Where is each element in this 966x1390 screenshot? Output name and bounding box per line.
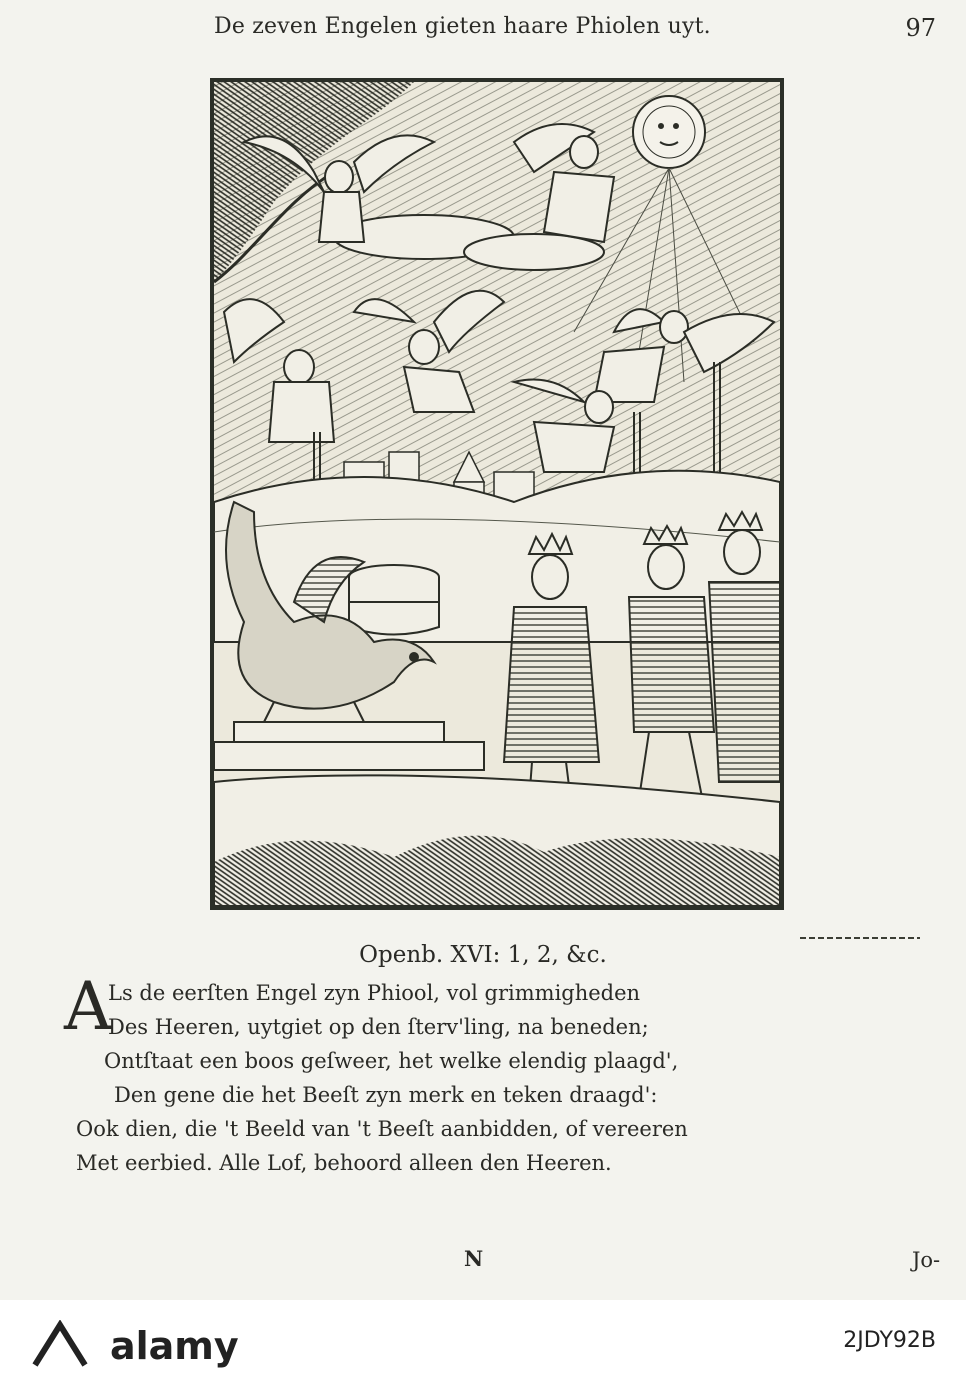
verse-line-5: Ook dien, die 't Beeld van 't Beeſt aanbidden, of vereeren (76, 1117, 688, 1141)
running-head: De zeven Engelen gieten haare Phiolen uyt. (214, 14, 711, 39)
woodcut-illustration (210, 78, 784, 910)
well (349, 565, 439, 635)
watermark-brand: alamy (110, 1324, 239, 1368)
verse-line-1: Ls de eerſten Engel zyn Phiool, vol grimmigheden (108, 981, 641, 1005)
verse-line-3: Ontſtaat een boos geſweer, het welke elendig plaagd', (104, 1049, 679, 1073)
altar-pedestal (214, 702, 484, 770)
watermark-image-id: 2JDY92B (843, 1328, 936, 1353)
stock-watermark-bar (0, 1300, 966, 1390)
page-number: 97 (905, 14, 936, 42)
scripture-reference: Openb. XVI: 1, 2, &c. (359, 942, 607, 968)
catchword: Jo- (912, 1248, 941, 1272)
woodcut-scene (214, 82, 780, 906)
verse-line-4: Den gene die het Beeſt zyn merk en teken draagd': (114, 1083, 658, 1107)
drop-cap: A (64, 968, 112, 1045)
verse-line-6: Met eerbied. Alle Lof, behoord alleen den Heeren. (76, 1151, 612, 1175)
signature-mark: N (464, 1246, 484, 1271)
alamy-logo-icon (30, 1320, 90, 1370)
verse-line-2: Des Heeren, uytgiet op den ſterv'ling, na beneden; (108, 1015, 649, 1039)
